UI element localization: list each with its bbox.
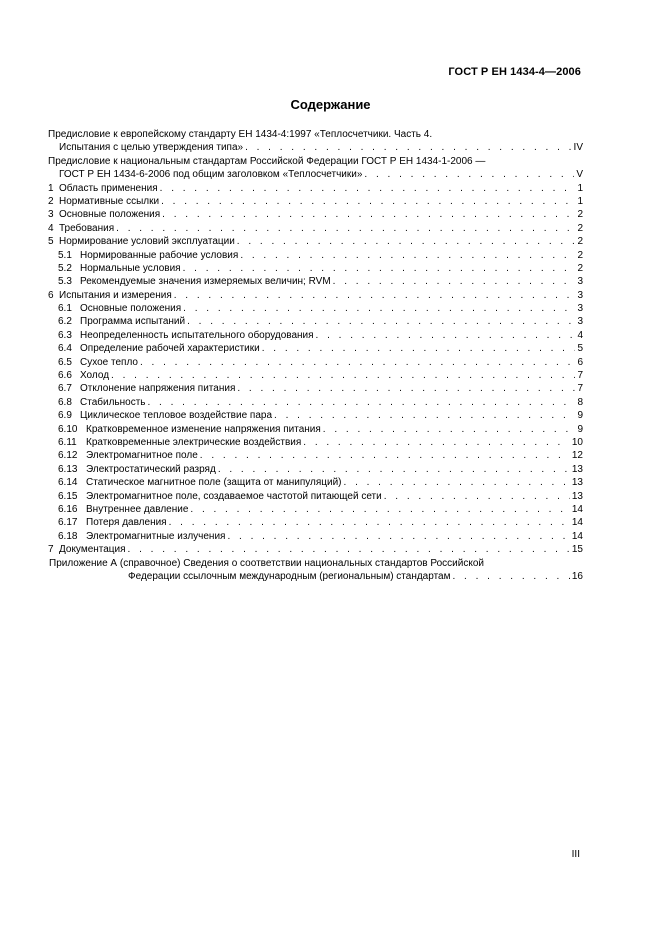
- toc-entry-page: 10: [571, 436, 583, 448]
- toc-entry-text: Электромагнитное поле, создаваемое частотой питающей сети: [86, 490, 382, 502]
- dot-leader: [147, 396, 575, 409]
- toc-entry[interactable]: [48, 356, 583, 369]
- toc-entry-page: 13: [571, 490, 583, 502]
- dot-leader: [262, 342, 576, 355]
- dot-leader: [240, 249, 575, 262]
- toc-entry-text: Предисловие к европейскому стандарту ЕН 1434-4:1997 «Теплосчетчики. Часть 4.: [48, 129, 433, 140]
- toc-entry-number: 4: [48, 222, 54, 234]
- toc-entry-text: Статическое магнитное поле (защита от манипуляций): [86, 477, 342, 489]
- toc-entry-number: 6.13: [58, 463, 78, 475]
- toc-entry-text: Область применения: [59, 182, 158, 194]
- toc-entry-number: 6.5: [58, 356, 72, 368]
- dot-leader: [200, 449, 570, 462]
- toc-entry-text: Стабильность: [80, 396, 146, 408]
- toc-entry[interactable]: [48, 195, 583, 208]
- toc-entry-page: 2: [577, 209, 583, 221]
- toc-entry-text: Нормативные ссылки: [59, 195, 160, 207]
- toc-entry-text: Основные положения: [80, 303, 182, 315]
- toc-entry-text: Требования: [59, 222, 115, 234]
- toc-entry-number: 6.16: [58, 503, 78, 515]
- toc-entry[interactable]: [48, 275, 583, 288]
- dot-leader: [128, 543, 570, 556]
- dot-leader: [364, 168, 574, 181]
- toc-entry[interactable]: [48, 342, 583, 355]
- toc-entry[interactable]: [48, 235, 583, 248]
- toc-entry[interactable]: [48, 208, 583, 221]
- toc-entry-text: Испытания и измерения: [59, 289, 172, 301]
- toc-entry[interactable]: [48, 289, 583, 302]
- dot-leader: [183, 302, 575, 315]
- page-number: III: [571, 849, 580, 860]
- toc-entry-number: 6.4: [58, 343, 72, 355]
- toc-entry-page: 3: [577, 289, 583, 301]
- toc-entry-text: ГОСТ Р ЕН 1434-6-2006 под общим заголовком «Теплосчетчики»: [59, 169, 363, 181]
- toc-entry-page: 2: [577, 262, 583, 274]
- toc-entry-page: 12: [571, 450, 583, 462]
- toc-entry-page: 8: [577, 396, 583, 408]
- page-title: Содержание: [290, 97, 371, 112]
- toc-entry-text: Кратковременное изменение напряжения питания: [86, 423, 321, 435]
- dot-leader: [169, 516, 570, 529]
- toc-entry[interactable]: [48, 530, 583, 543]
- toc-entry-text: Циклическое тепловое воздействие пара: [80, 410, 273, 422]
- toc-entry-page: 2: [577, 222, 583, 234]
- toc-entry-number: 6: [48, 289, 54, 301]
- toc-entry-page: 14: [571, 503, 583, 515]
- toc-entry[interactable]: [48, 249, 583, 262]
- toc-entry-text: Программа испытаний: [80, 316, 186, 328]
- toc-entry-number: 6.6: [58, 370, 72, 382]
- toc-entry-page: 9: [577, 410, 583, 422]
- toc-entry-number: 6.7: [58, 383, 72, 395]
- toc-entry-number: 2: [48, 195, 54, 207]
- toc-entry[interactable]: [48, 463, 583, 476]
- toc-entry-page: 3: [577, 303, 583, 315]
- toc-entry[interactable]: [48, 262, 583, 275]
- toc-entry-text: Неопределенность испытательного оборудования: [80, 329, 314, 341]
- dot-leader: [161, 195, 575, 208]
- toc-entry-page: 16: [571, 570, 583, 582]
- toc-entry-page: 2: [577, 236, 583, 248]
- dot-leader: [303, 436, 570, 449]
- dot-leader: [174, 289, 576, 302]
- toc-entry-number: 5.2: [58, 262, 72, 274]
- toc-entry-number: 5: [48, 236, 54, 248]
- dot-leader: [384, 490, 570, 503]
- toc-entry-text: Испытания с целью утверждения типа»: [59, 142, 244, 154]
- toc-entry-number: 5.1: [58, 249, 72, 261]
- toc-entry-text: Потеря давления: [86, 517, 167, 529]
- toc-entry-number: 6.10: [58, 423, 78, 435]
- toc-entry[interactable]: [48, 396, 583, 409]
- toc-entry-number: 6.9: [58, 410, 72, 422]
- toc-entry-page: 7: [577, 370, 583, 382]
- dot-leader: [111, 369, 575, 382]
- toc-entry-text: Электромагнитные излучения: [86, 530, 226, 542]
- dot-leader: [227, 530, 569, 543]
- toc-entry-text: Федерации ссылочным международным (региональным) стандартам: [128, 570, 451, 582]
- toc-entry-number: 6.18: [58, 530, 78, 542]
- dot-leader: [274, 409, 575, 422]
- toc-entry[interactable]: [48, 476, 583, 489]
- toc-entry[interactable]: [48, 315, 583, 328]
- toc-entry-page: 6: [577, 356, 583, 368]
- toc-entry-text: Внутреннее давление: [86, 503, 189, 515]
- toc-entry[interactable]: [48, 369, 583, 382]
- toc-entry[interactable]: [48, 490, 583, 503]
- toc-entry-text: Основные положения: [59, 209, 161, 221]
- toc-entry-text: Нормальные условия: [80, 262, 181, 274]
- toc-entry-number: 6.14: [58, 477, 78, 489]
- toc-entry-text: Определение рабочей характеристики: [80, 343, 260, 355]
- toc-entry[interactable]: [48, 516, 583, 529]
- toc-entry-page: 3: [577, 276, 583, 288]
- toc-entry[interactable]: [48, 182, 583, 195]
- toc-entry-text: Нормирование условий эксплуатации: [59, 236, 235, 248]
- dot-leader: [190, 503, 569, 516]
- dot-leader: [218, 463, 570, 476]
- toc-entry-page: 1: [577, 182, 583, 194]
- toc-entry[interactable]: [48, 155, 583, 168]
- toc-entry[interactable]: [48, 329, 583, 342]
- toc-entry-text: Нормированные рабочие условия: [80, 249, 239, 261]
- toc-entry-text: Электростатический разряд: [86, 463, 216, 475]
- toc-entry-number: 1: [48, 182, 54, 194]
- dot-leader: [245, 141, 571, 154]
- toc-entry-page: 7: [577, 383, 583, 395]
- toc-entry-number: 6.3: [58, 329, 72, 341]
- toc-entry-page: 4: [577, 329, 583, 341]
- toc-entry[interactable]: [48, 409, 583, 422]
- toc-entry-number: 6.12: [58, 450, 78, 462]
- dot-leader: [344, 476, 570, 489]
- toc-entry[interactable]: [48, 222, 583, 235]
- toc-entry-text: Приложение А (справочное) Сведения о соответствии национальных стандартов Российской: [49, 557, 484, 569]
- toc-entry[interactable]: [48, 557, 583, 570]
- toc-entry[interactable]: [48, 423, 583, 436]
- toc-entry-page: 15: [571, 544, 583, 556]
- document-id: ГОСТ Р ЕН 1434-4—2006: [448, 66, 581, 78]
- toc-entry-page: V: [576, 169, 583, 181]
- toc-entry[interactable]: [48, 141, 583, 154]
- toc-entry-number: 6.11: [58, 436, 77, 448]
- toc-entry-page: 14: [571, 517, 583, 529]
- toc-entry-page: 5: [577, 343, 583, 355]
- toc-entry-number: 3: [48, 209, 54, 221]
- toc-entry-page: 3: [577, 316, 583, 328]
- toc-entry[interactable]: [48, 449, 583, 462]
- toc-entry-number: 6.17: [58, 517, 78, 529]
- dot-leader: [237, 235, 576, 248]
- toc-entry[interactable]: [48, 570, 583, 583]
- toc-entry[interactable]: [48, 436, 583, 449]
- dot-leader: [116, 222, 575, 235]
- toc-entry-text: Отклонение напряжения питания: [80, 383, 236, 395]
- toc-entry[interactable]: [48, 503, 583, 516]
- toc-entry-page: IV: [573, 142, 583, 154]
- dot-leader: [333, 275, 576, 288]
- toc-entry-text: Электромагнитное поле: [86, 450, 198, 462]
- toc-entry-number: 5.3: [58, 276, 72, 288]
- toc-entry-number: 6.1: [58, 303, 72, 315]
- dot-leader: [187, 315, 575, 328]
- toc-entry-page: 13: [571, 477, 583, 489]
- dot-leader: [237, 382, 575, 395]
- toc-entry-text: Предисловие к национальным стандартам Российской Федерации ГОСТ Р ЕН 1434-1-2006 —: [48, 155, 486, 167]
- dot-leader: [140, 356, 575, 369]
- toc-entry-number: 6.8: [58, 396, 72, 408]
- dot-leader: [160, 182, 576, 195]
- dot-leader: [316, 329, 576, 342]
- toc-entry[interactable]: [48, 543, 583, 556]
- toc-entry-text: Сухое тепло: [80, 356, 138, 368]
- dot-leader: [323, 423, 576, 436]
- toc-entry-page: 13: [571, 463, 583, 475]
- toc-entry[interactable]: [48, 382, 583, 395]
- toc-entry-page: 9: [577, 423, 583, 435]
- toc-entry-text: Документация: [59, 544, 126, 556]
- dot-leader: [162, 208, 575, 221]
- toc-entry-page: 14: [571, 530, 583, 542]
- dot-leader: [453, 570, 570, 583]
- toc-entry-number: 6.2: [58, 316, 72, 328]
- toc-entry-text: Рекомендуемые значения измеряемых величин; RVM: [80, 276, 331, 288]
- toc-entry-page: 2: [577, 249, 583, 261]
- dot-leader: [183, 262, 576, 275]
- toc-entry[interactable]: [48, 128, 583, 141]
- toc-entry[interactable]: [48, 302, 583, 315]
- toc-entry-text: Холод: [80, 370, 110, 382]
- toc-entry-number: 6.15: [58, 490, 78, 502]
- toc-entry[interactable]: [48, 168, 583, 181]
- toc-entry-number: 7: [48, 544, 54, 556]
- toc-entry-text: Кратковременные электрические воздействия: [86, 436, 302, 448]
- table-of-contents: [48, 128, 583, 583]
- toc-entry-page: 1: [577, 195, 583, 207]
